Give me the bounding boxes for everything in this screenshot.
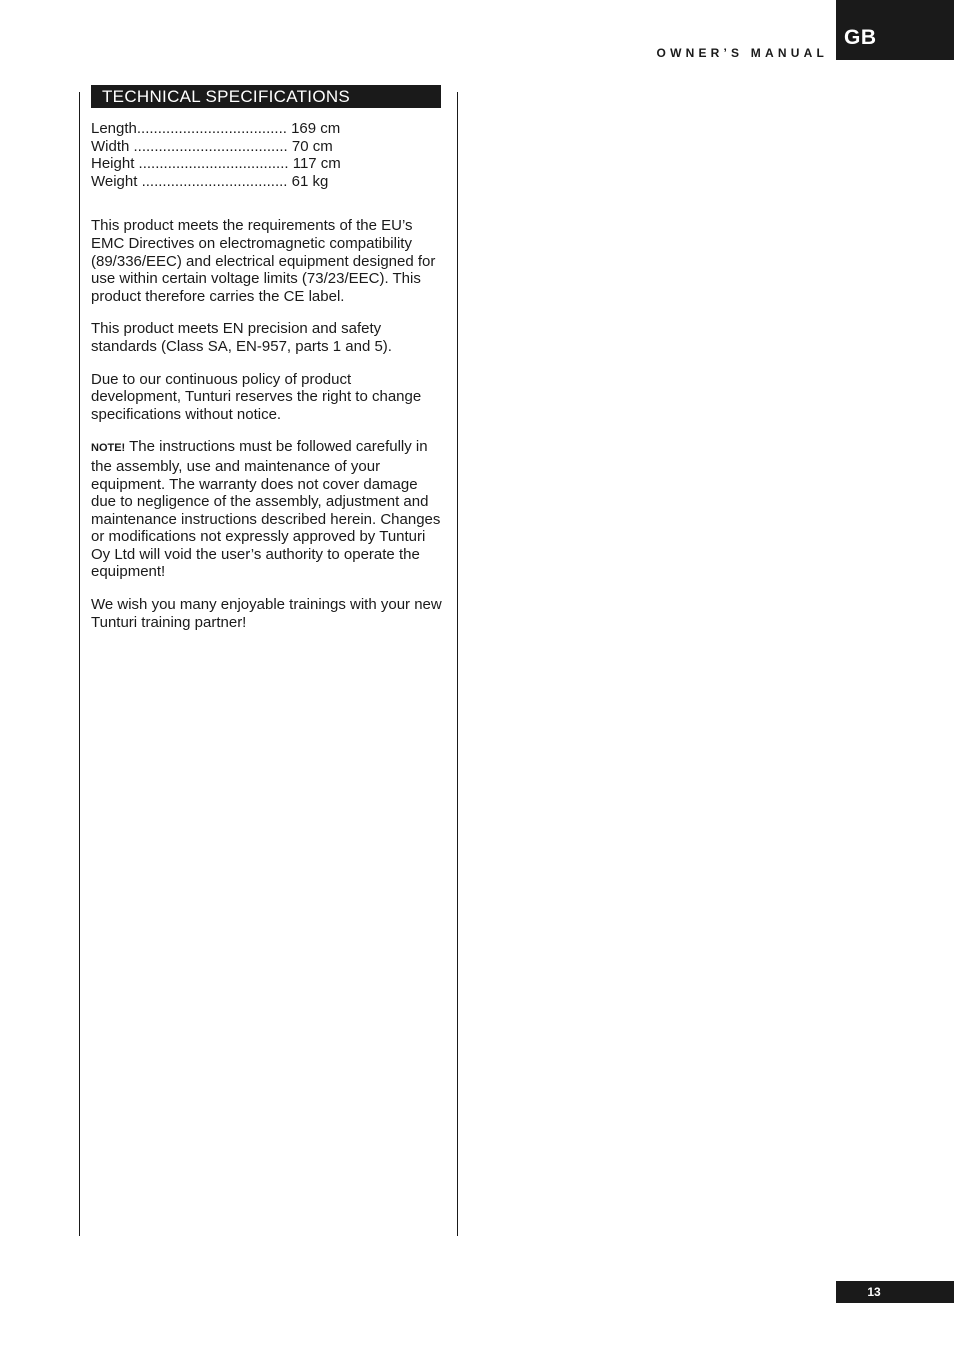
section-heading: TECHNICAL SPECIFICATIONS (91, 85, 441, 108)
note-label: NOTE! (91, 442, 126, 455)
ce-paragraph: This product meets the requirements of the EU’s EMC Directives on electromagnetic compatibility (89/336/EEC) and electrical equipment designed for use within certain voltage limits (73/23/EEC). This product therefore carries the CE label. (91, 217, 436, 305)
section-content (91, 120, 443, 646)
spec-list (91, 120, 443, 190)
note-paragraph (91, 438, 443, 581)
owners-manual-label: OWNER’S MANUAL (656, 46, 828, 60)
language-tab-label: GB (844, 26, 877, 49)
spec-weight: Weight ................................... 61 kg (91, 172, 329, 190)
column-rule-right (457, 92, 458, 1236)
column-rule-left (79, 92, 80, 1236)
spec-length: Length.................................... 169 cm (91, 120, 341, 137)
note-text: The instructions must be followed carefully in the assembly, use and maintenance of your equipment. The warranty does not cover damage due to negligence of the assembly, adjustment and maintenance instructions described herein. Changes or modifications not expressly approved by Tunturi Oy Ltd will void the user’s authority to operate the equipment! (91, 438, 441, 581)
spec-width: Width ..................................... 70 cm (91, 137, 333, 155)
page-number: 13 (836, 1281, 954, 1303)
policy-paragraph: Due to our continuous policy of product development, Tunturi reserves the right to change specifications without notice. (91, 370, 422, 423)
en-standards-paragraph: This product meets EN precision and safety standards (Class SA, EN-957, parts 1 and 5). (91, 320, 392, 355)
language-tab (836, 0, 954, 60)
closing-paragraph: We wish you many enjoyable trainings with your new Tunturi training partner! (91, 596, 442, 631)
spec-height: Height .................................... 117 cm (91, 155, 341, 173)
